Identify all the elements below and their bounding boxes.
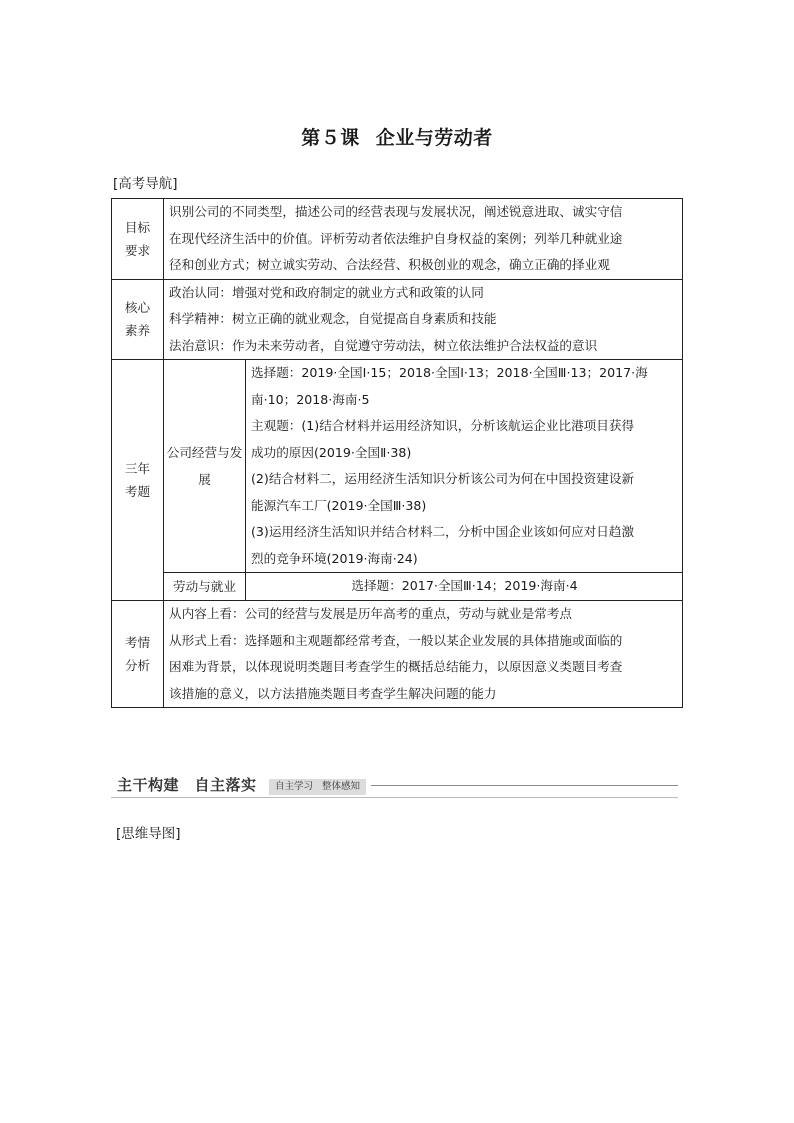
goal-content [164,199,683,280]
core-head: 核心素养 [112,279,164,360]
three-years-row [112,360,683,573]
three-years-head: 三年考题 [112,360,164,601]
labor-questions: 选择题：2017·全国Ⅲ·14；2019·海南·4 [246,573,683,601]
analysis-content [164,601,683,708]
core-line: 法治意识：作为未来劳动者，自觉遵守劳动法，树立依法维护合法权益的意识 [169,337,598,353]
exam-guide-label: [高考导航] [113,176,178,192]
labor-row [112,573,683,601]
lesson-name: 企业与劳动者 [375,127,493,149]
company-line: 烈的竞争环境(2019·海南·24) [251,550,418,566]
goal-line: 识别公司的不同类型，描述公司的经营表现与发展状况，阐述锐意进取、诚实守信 [169,204,623,219]
mind-map-label: [思维导图] [116,826,181,842]
section-tag: 自主学习 整体感知 [269,779,366,795]
analysis-head: 考情分析 [112,601,164,708]
section-underline [111,797,678,798]
section-title: 主干构建 自主落实 [117,776,257,794]
section-header [111,771,683,799]
core-content [164,279,683,360]
analysis-line: 从内容上看：公司的经营与发展是历年高考的重点，劳动与就业是常考点 [169,606,572,621]
goal-head: 目标要求 [112,199,164,280]
analysis-row [112,601,683,708]
goal-line: 径和创业方式；树立诚实劳动、合法经营、积极创业的观念，确立正确的择业观 [169,257,610,272]
analysis-line: 从形式上看：选择题和主观题都经常考查，一般以某企业发展的具体措施或面临的 [169,632,623,648]
company-line: 选择题：2019·全国Ⅰ·15；2018·全国Ⅰ·13；2018·全国Ⅲ·13；2017·海 [251,365,648,380]
company-questions [246,360,683,573]
lesson-number: 第５课 [301,127,360,149]
labor-topic-label: 劳动与就业 [164,573,246,601]
core-row [112,279,683,360]
analysis-line: 困难为背景，以体现说明类题目考查学生的概括总结能力，以原因意义类题目考查 [169,659,623,674]
exam-guide-table [111,198,683,708]
core-line: 科学精神：树立正确的就业观念，自觉提高自身素质和技能 [169,311,497,326]
goal-line: 在现代经济生活中的价值。评析劳动者依法维护自身权益的案例；列举几种就业途 [169,230,623,246]
company-line: (3)运用经济生活知识并结合材料二，分析中国企业该如何应对日趋激 [251,524,635,539]
goal-row [112,199,683,280]
company-line: 能源汽车工厂(2019·全国Ⅲ·38) [251,497,427,513]
page-title [0,123,794,150]
company-line: 主观题：(1)结合材料并运用经济知识，分析该航运企业比港项目获得 [251,418,635,433]
company-line: (2)结合材料二，运用经济生活知识分析该公司为何在中国投资建设新 [251,471,635,486]
core-line: 政治认同：增强对党和政府制定的就业方式和政策的认同 [169,284,484,300]
company-line: 成功的原因(2019·全国Ⅱ·38) [251,444,412,460]
section-divider [371,785,678,786]
company-line: 南·10；2018·海南·5 [251,391,370,407]
analysis-line: 该措施的意义，以方法措施类题目考查学生解决问题的能力 [169,685,497,701]
company-topic-label: 公司经营与发展 [164,360,246,573]
